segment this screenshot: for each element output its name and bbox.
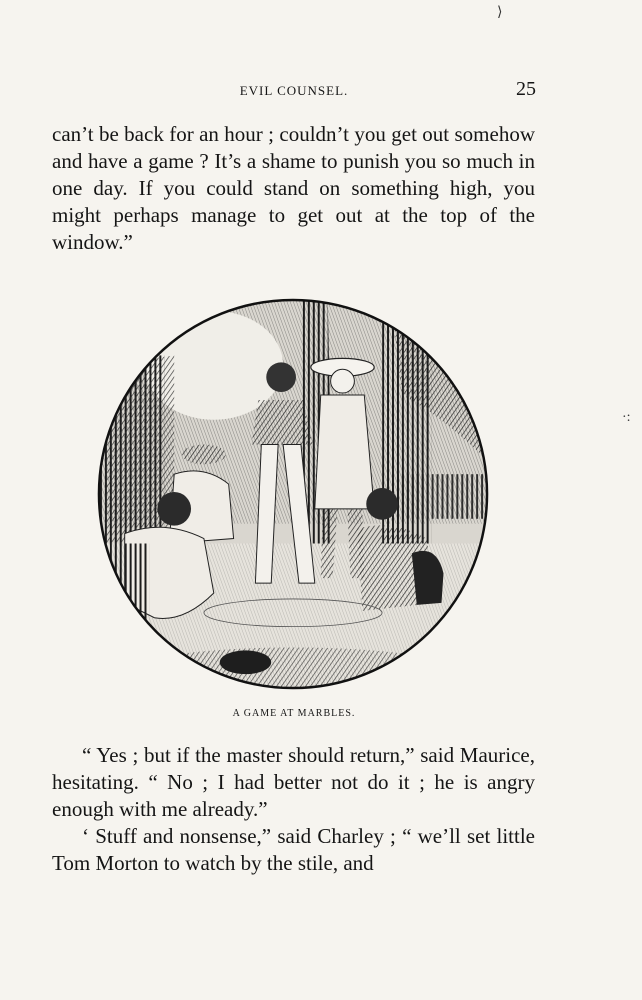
paragraph: “ Yes ; but if the master should return,” said Maurice, hesitating. “ No ; I had better not do it ; he is angry enough with me already.” bbox=[52, 743, 535, 821]
marbles-engraving bbox=[95, 296, 491, 692]
body-text-top bbox=[52, 121, 535, 256]
body-text-bottom bbox=[52, 742, 535, 877]
page-header bbox=[52, 78, 536, 102]
page-number: 25 bbox=[516, 78, 536, 100]
paragraph: can’t be back for an hour ; couldn’t you get out somehow and have a game ? It’s a shame to punish you so much in one day. If you could stand on something high, you might perhaps manage to get out at the top of the window.” bbox=[52, 122, 535, 254]
paragraph: ‘ Stuff and nonsense,” said Charley ; “ we’ll set little Tom Morton to watch by the stile, and bbox=[52, 824, 535, 875]
running-title: EVIL COUNSEL. bbox=[239, 83, 349, 98]
margin-mark-top: ⟩ bbox=[497, 5, 503, 20]
margin-mark-right: ·: bbox=[622, 410, 631, 425]
illustration-caption: A GAME AT MARBLES. bbox=[232, 708, 356, 719]
